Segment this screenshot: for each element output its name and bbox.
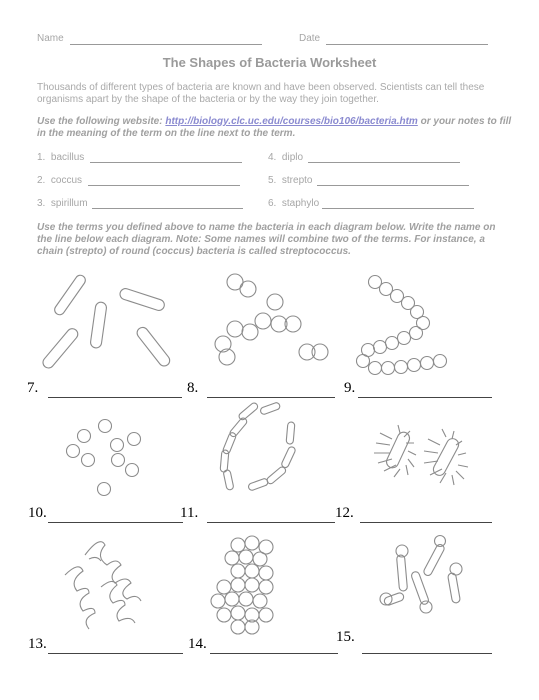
term-spirillum: 3. spirillum [37, 198, 88, 209]
diagram-number: 10. [28, 505, 47, 521]
name-label: Name [37, 33, 64, 44]
definition-field-staphylo[interactable] [322, 208, 474, 209]
term-diplo: 4. diplo [268, 152, 304, 163]
answer-line[interactable] [207, 522, 335, 523]
diagram-number: 9. [344, 380, 356, 396]
term-coccus: 2. coccus [37, 175, 83, 186]
answer-line[interactable] [48, 522, 183, 523]
cluster-cocci-icon [208, 535, 283, 635]
definition-field-spirillum[interactable] [92, 208, 243, 209]
answer-line[interactable] [360, 522, 492, 523]
instruction-suffix: or your notes to fill in the meaning of the term on the line next to the term. [37, 116, 512, 139]
answer-line[interactable] [358, 397, 492, 398]
diagram-number: 7. [27, 380, 39, 396]
term-staphylo: 6. staphylo [268, 198, 320, 209]
diagram-number: 15. [336, 629, 355, 645]
instruction-diagrams: Use the terms you defined above to name the bacteria in each diagram below. Write the name on the line below each diagram. Note: Some names will combine two of the terms. For instance, a chain (strepto) of round (coccus) bacteria is called streptococcus. [37, 222, 496, 257]
paired-cocci-icon [205, 272, 335, 372]
diagram-number: 11. [180, 505, 199, 521]
chain-bacilli-icon [215, 402, 315, 497]
instruction-prefix: Use the following website: [37, 116, 166, 127]
answer-line[interactable] [207, 397, 335, 398]
answer-line[interactable] [210, 653, 338, 654]
date-label: Date [299, 33, 321, 44]
definition-field-bacillus[interactable] [90, 162, 242, 163]
intro-paragraph: Thousands of different types of bacteria are known and have been observed. Scientists can tell these organisms apart by the shape of the bacteria or by the way they join together. [37, 82, 485, 105]
diagram-number: 8. [187, 380, 199, 396]
definition-field-diplo[interactable] [308, 162, 460, 163]
diagram-number: 14. [188, 636, 207, 652]
bacteria-website-link[interactable]: http://biology.clc.uc.edu/courses/bio106/bacteria.htm [165, 116, 418, 127]
club-shaped-bacteria-icon [370, 537, 490, 617]
term-strepto: 5. strepto [268, 175, 313, 186]
date-field[interactable] [326, 44, 488, 45]
term-bacillus: 1. bacillus [37, 152, 85, 163]
answer-line[interactable] [48, 653, 183, 654]
definition-field-strepto[interactable] [317, 185, 469, 186]
diagram-number: 12. [335, 505, 354, 521]
flagellated-bacilli-icon [370, 425, 495, 490]
instruction-website [37, 116, 512, 140]
definition-field-coccus[interactable] [88, 185, 240, 186]
answer-line[interactable] [48, 397, 182, 398]
spiral-bacteria-icon [55, 535, 160, 635]
diagram-number: 13. [28, 636, 47, 652]
answer-line[interactable] [362, 653, 492, 654]
chain-cocci-icon [355, 272, 495, 382]
single-cocci-icon [60, 415, 150, 500]
name-field[interactable] [70, 44, 262, 45]
rod-bacteria-icon [45, 272, 195, 382]
worksheet-title: The Shapes of Bacteria Worksheet [162, 55, 377, 70]
